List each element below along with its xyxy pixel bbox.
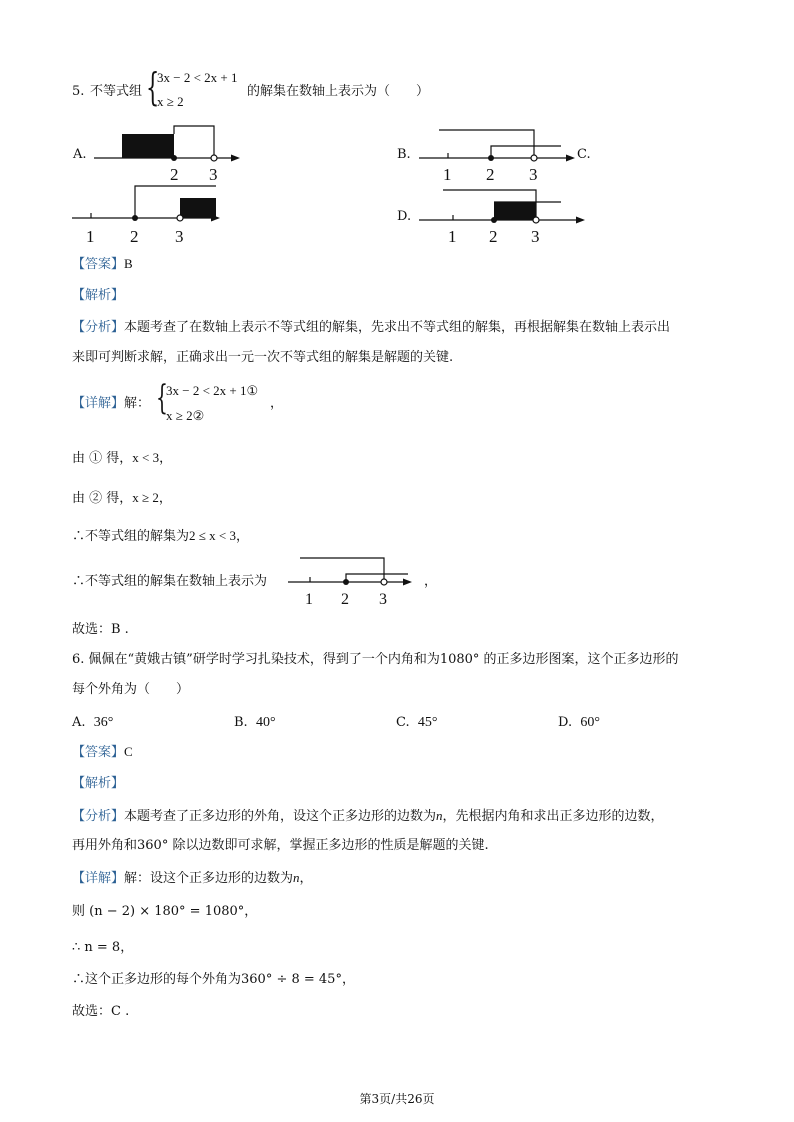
q5-option-d-tick-label: 1	[448, 227, 457, 246]
fenxi-tag: 【分析】	[72, 320, 125, 335]
q5-solution-comma: ，	[270, 396, 284, 411]
option-value: 60°	[580, 715, 600, 730]
q5-option-d-letter: D.	[397, 209, 412, 224]
fenxi-math: n	[436, 808, 443, 823]
q5-answer	[72, 256, 133, 273]
step-text: ∴不等式组的解集为	[72, 529, 190, 544]
q6-equation-2: ∴ n = 8，	[72, 940, 134, 955]
q5-option-a-tick-label: 3	[209, 165, 218, 184]
q6-option-b	[234, 714, 276, 732]
q6-fenxi-line-1	[72, 808, 664, 825]
q5-step-3	[72, 528, 249, 545]
q5-option-c-number-line	[70, 180, 240, 250]
q5-step-1	[72, 450, 172, 467]
q5-solution-ineq-1: 3x − 2 < 2x + 1①	[166, 383, 259, 398]
step4-tick-label: 3	[379, 591, 387, 608]
xiangjie-tag: 【详解】	[72, 396, 125, 411]
fenxi-tag: 【分析】	[72, 809, 125, 824]
fenxi-text: ，先根据内角和求出正多边形的边数，	[442, 809, 664, 824]
q5-option-b-letter: B.	[397, 147, 411, 162]
q5-solution-ineq-2: x ≥ 2②	[166, 408, 205, 423]
q5-solution-brace: {	[156, 378, 168, 418]
q6-answer	[72, 744, 133, 761]
q5-option-b-tick-label: 1	[443, 165, 452, 184]
q5-step-4-text: ∴不等式组的解集在数轴上表示为	[72, 574, 268, 589]
step-punct: ，	[235, 529, 249, 544]
step4-tick-label: 1	[305, 591, 313, 608]
q6-xiangjie	[72, 870, 313, 887]
step4-tick-label: 2	[341, 591, 349, 608]
option-value: 40°	[255, 715, 276, 730]
q5-option-b-number-line	[415, 120, 585, 190]
q5-fenxi-line-1	[72, 320, 670, 336]
option-letter: A.	[72, 715, 86, 730]
q5-option-c-tick-label: 1	[86, 227, 95, 246]
xiangjie-math: n	[293, 870, 300, 885]
q5-step-4-number-line	[286, 548, 426, 612]
q6-choose: 故选：C .	[72, 1004, 130, 1019]
q6-option-d	[558, 714, 600, 732]
q5-step-4-comma: ，	[424, 574, 438, 589]
step-punct: ，	[159, 451, 173, 466]
q5-option-c-tick-label: 2	[130, 227, 139, 246]
step-text: 由 ② 得，	[72, 491, 133, 506]
q5-stem-after: 的解集在数轴上表示为（ ）	[247, 84, 430, 99]
answer-tag: 【答案】	[72, 745, 125, 760]
q5-step-2	[72, 490, 172, 507]
q5-option-d-tick-label: 2	[489, 227, 498, 246]
xiangjie-text: 解：设这个正多边形的边数为	[124, 871, 294, 886]
option-value: 45°	[417, 715, 438, 730]
q5-inequality-2: x ≥ 2	[157, 94, 184, 109]
q5-analysis-tag: 【解析】	[72, 288, 125, 303]
q5-choose: 故选：B .	[72, 622, 129, 637]
option-letter: C.	[396, 715, 410, 730]
step-text: 由 ① 得，	[72, 451, 133, 466]
option-value: 36°	[93, 715, 114, 730]
q5-option-a-letter: A.	[73, 147, 87, 162]
step-math: 2 ≤ x < 3	[189, 528, 236, 543]
step-math: x ≥ 2	[132, 490, 159, 505]
q6-equation-3: ∴这个正多边形的每个外角为360° ÷ 8 = 45°，	[72, 972, 355, 987]
q5-option-c-tick-label: 3	[175, 227, 184, 246]
q6-stem-line-1: 6. 佩佩在“黄娥古镇”研学时学习扎染技术，得到了一个内角和为1080° 的正多边形图案，这个正多边形的	[72, 652, 679, 667]
q5-fenxi-line-2: 来即可判断求解，正确求出一元一次不等式组的解集是解题的关键.	[72, 350, 454, 365]
q6-stem-line-2: 每个外角为（ ）	[72, 682, 190, 697]
page-footer: 第3页/共26页	[359, 1092, 435, 1106]
q5-stem-before: 不等式组	[90, 84, 143, 99]
fenxi-text: 本题考查了在数轴上表示不等式组的解集，先求出不等式组的解集，再根据解集在数轴上表示出	[124, 320, 671, 335]
q5-option-a-tick-label: 2	[170, 165, 179, 184]
xiangjie-prefix: 解：	[124, 396, 151, 411]
q6-fenxi-line-2: 再用外角和360° 除以边数即可求解，掌握正多边形的性质是解题的关键.	[72, 838, 489, 853]
q5-option-b-tick-label: 3	[529, 165, 538, 184]
option-letter: D.	[558, 715, 573, 730]
xiangjie-punct: ，	[299, 871, 313, 886]
q6-option-a	[72, 714, 113, 732]
step-math: x < 3	[132, 450, 160, 465]
step-punct: ，	[158, 491, 172, 506]
fenxi-text: 本题考查了正多边形的外角，设这个正多边形的边数为	[124, 809, 437, 824]
q6-analysis-tag: 【解析】	[72, 776, 125, 791]
option-letter: B.	[234, 715, 248, 730]
q5-option-b-tick-label: 2	[486, 165, 495, 184]
q5-option-d-number-line	[415, 182, 595, 252]
q6-option-c	[396, 714, 438, 732]
q5-system-brace: {	[146, 65, 160, 109]
answer-value: B	[124, 256, 133, 271]
q5-option-c-letter: C.	[577, 147, 591, 162]
answer-tag: 【答案】	[72, 257, 125, 272]
q5-xiangjie-label	[72, 396, 150, 412]
q5-number: 5.	[72, 84, 85, 99]
answer-value: C	[124, 744, 133, 759]
q6-equation-1: 则 (n − 2) × 180° = 1080°，	[72, 904, 258, 919]
q5-inequality-1: 3x − 2 < 2x + 1	[157, 70, 238, 85]
xiangjie-tag: 【详解】	[72, 871, 125, 886]
q5-option-d-tick-label: 3	[531, 227, 540, 246]
